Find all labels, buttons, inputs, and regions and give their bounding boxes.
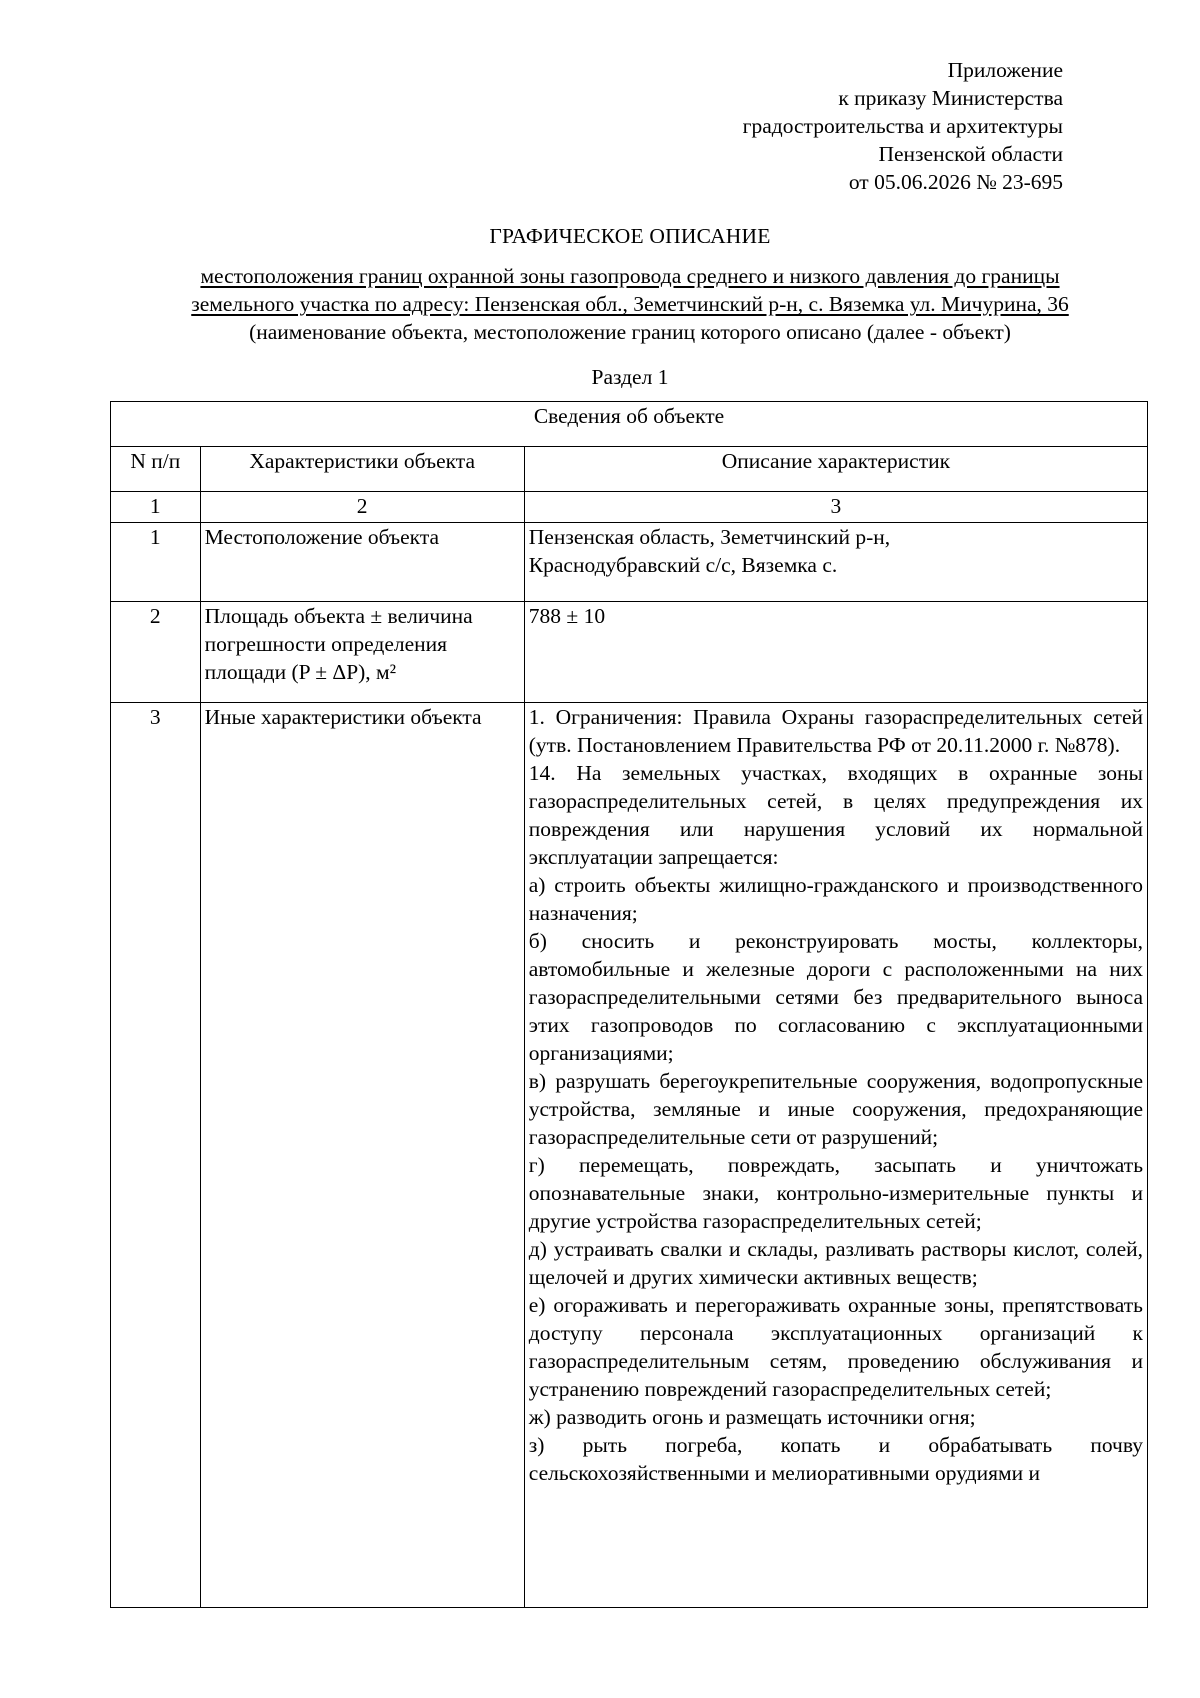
restriction-paragraph: 14. На земельных участках, входящих в охранные зоны газораспределительных сетей, в целях предупреждения их повреждения или нарушения условий их нормальной эксплуатации запрещается:	[528, 761, 1143, 869]
section-label: Раздел 1	[591, 365, 669, 389]
header-cell-description: Описание характеристик	[524, 447, 1147, 492]
table-caption-row	[111, 402, 1148, 447]
object-caption: (наименование объекта, местоположение границ которого описано (далее - объект)	[249, 320, 1011, 344]
table-row	[111, 703, 1148, 1608]
row-description	[524, 523, 1147, 602]
column-number-cell: 2	[200, 492, 524, 523]
table-header-row	[111, 447, 1148, 492]
row-number: 1	[111, 523, 201, 602]
restriction-paragraph: е) огораживать и перегораживать охранные зоны, препятствовать доступу персонала эксплуатационных организаций к газораспределительным сетям, проведению обслуживания и устранению повреждений газораспределительных сетей;	[528, 1293, 1143, 1401]
table-row	[111, 602, 1148, 703]
appendix-line: от 05.06.2026 № 23-695	[848, 170, 1063, 194]
restriction-paragraph: д) устраивать свалки и склады, разливать растворы кислот, солей, щелочей и других химически активных веществ;	[528, 1237, 1143, 1289]
appendix-line: градостроительства и архитектуры	[742, 114, 1063, 138]
restriction-paragraph: а) строить объекты жилищно-гражданского и производственного назначения;	[528, 873, 1143, 925]
row-description	[524, 602, 1147, 703]
header-cell-characteristic: Характеристики объекта	[200, 447, 524, 492]
column-number-row	[111, 492, 1148, 523]
restriction-paragraph: 1. Ограничения: Правила Охраны газораспределительных сетей (утв. Постановлением Правительства РФ от 20.11.2000 г. №878).	[528, 705, 1143, 757]
column-number-cell: 1	[111, 492, 201, 523]
appendix-line: Приложение	[947, 58, 1063, 82]
description-line: Краснодубравский с/с, Вяземка с.	[528, 553, 838, 577]
row-characteristic: Местоположение объекта	[200, 523, 524, 602]
description-line: Пензенская область, Земетчинский р-н,	[528, 525, 891, 549]
table-caption: Сведения об объекте	[111, 402, 1148, 447]
restriction-paragraph: ж) разводить огонь и размещать источники огня;	[528, 1405, 976, 1429]
column-number-cell: 3	[524, 492, 1147, 523]
row-characteristic: Иные характеристики объекта	[200, 703, 524, 1608]
object-name-line: земельного участка по адресу: Пензенская обл., Земетчинский р-н, с. Вяземка ул. Мичурина, 36	[191, 292, 1069, 316]
restriction-paragraph: б) сносить и реконструировать мосты, коллекторы, автомобильные и железные дороги с расположенными на них газораспределительными сетями без предварительного выноса этих газопроводов по согласованию с эксплуатационными организациями;	[528, 929, 1143, 1065]
row-description	[524, 703, 1147, 1608]
row-characteristic: Площадь объекта ± величина погрешности определения площади (P ± ΔP), м²	[200, 602, 524, 703]
restriction-paragraph: в) разрушать берегоукрепительные сооружения, водопропускные устройства, земляные и иные сооружения, предохраняющие газораспределительные сети от разрушений;	[528, 1069, 1143, 1149]
object-info-table	[110, 401, 1148, 1608]
restriction-paragraph: з) рыть погреба, копать и обрабатывать почву сельскохозяйственными и мелиоративными орудиями и	[528, 1433, 1143, 1485]
document-title: ГРАФИЧЕСКОЕ ОПИСАНИЕ	[489, 224, 771, 248]
appendix-header	[743, 56, 1063, 196]
appendix-line: Пензенской области	[878, 142, 1063, 166]
table-row	[111, 523, 1148, 602]
row-number: 3	[111, 703, 201, 1608]
header-cell-number: N п/п	[111, 447, 201, 492]
appendix-line: к приказу Министерства	[838, 86, 1063, 110]
object-name	[120, 262, 1140, 318]
row-number: 2	[111, 602, 201, 703]
restriction-paragraph: г) перемещать, повреждать, засыпать и уничтожать опознавательные знаки, контрольно-измерительные пункты и другие устройства газораспределительных сетей;	[528, 1153, 1143, 1233]
object-name-line: местоположения границ охранной зоны газопровода среднего и низкого давления до границы	[200, 264, 1060, 288]
description-line: 788 ± 10	[528, 604, 606, 628]
